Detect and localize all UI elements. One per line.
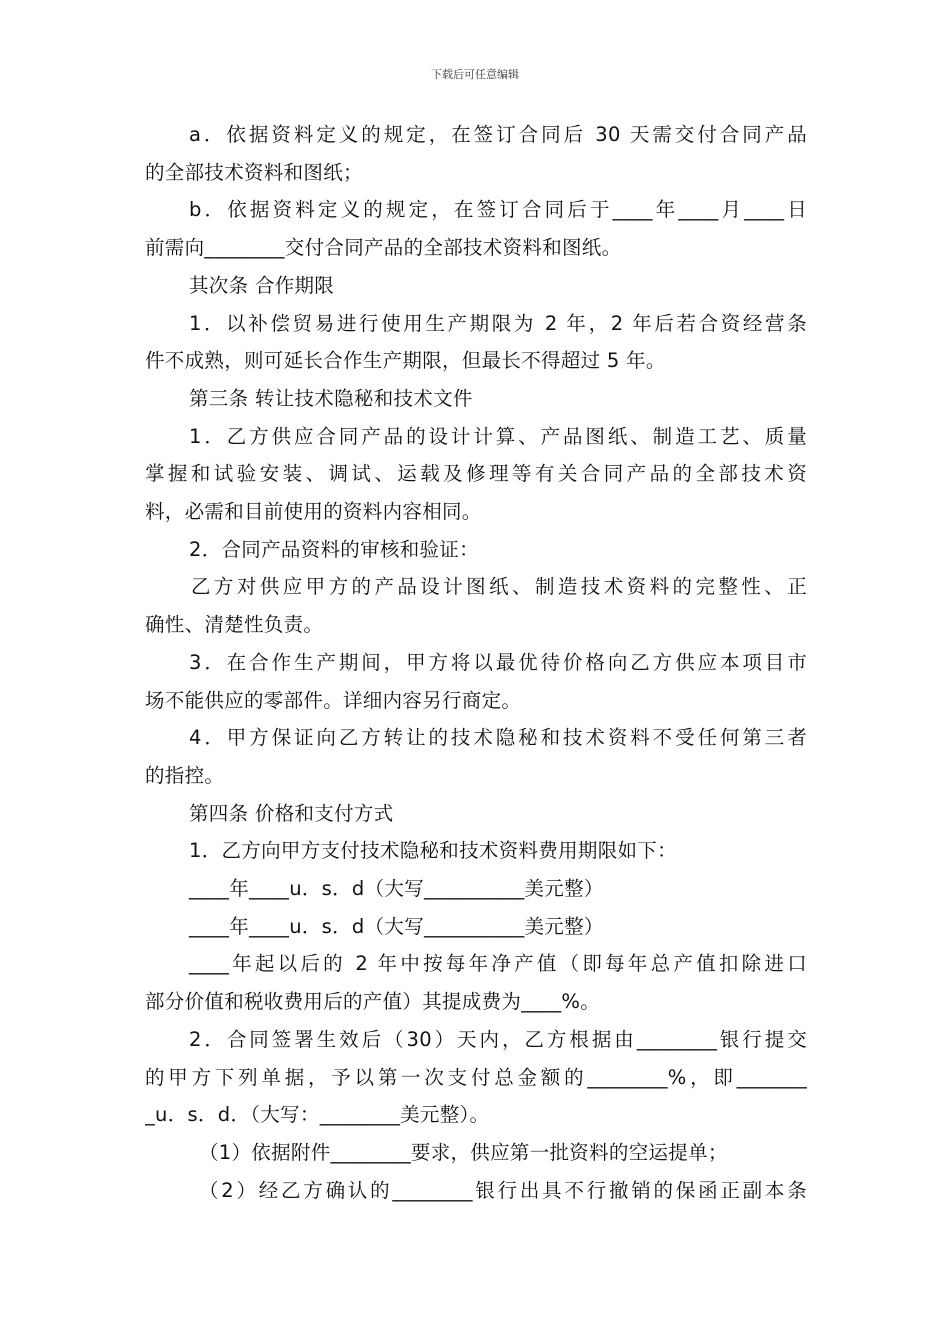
paragraph-line: 1．乙方供应合同产品的设计计算、产品图纸、制造工艺、质量 bbox=[189, 424, 807, 448]
section-heading: 其次条 合作期限 bbox=[189, 273, 335, 297]
page-header: 下载后可任意编辑 bbox=[431, 68, 519, 81]
paragraph-line: 部分价值和税收费用后的产值）其提成费为____%。 bbox=[145, 990, 601, 1014]
paragraph-line: 1．乙方向甲方支付技术隐秘和技术资料费用期限如下： bbox=[189, 839, 677, 863]
paragraph-line: 4．甲方保证向乙方转让的技术隐秘和技术资料不受任何第三者 bbox=[189, 726, 807, 750]
paragraph-line: ____年____u．s．d（大写__________美元整） bbox=[189, 914, 604, 938]
paragraph-line: 1．以补偿贸易进行使用生产期限为 2 年，2 年后若合资经营条 bbox=[189, 311, 807, 335]
paragraph-line: ____年起以后的 2 年中按每年净产值（即每年总产值扣除进口 bbox=[189, 952, 807, 976]
paragraph-line: 料，必需和目前使用的资料内容相同。 bbox=[145, 500, 482, 524]
section-heading: 第三条 转让技术隐秘和技术文件 bbox=[189, 386, 473, 410]
paragraph-line: 的指控。 bbox=[145, 763, 225, 787]
paragraph-line: 的甲方下列单据，予以第一次支付总金额的________%，即_______ bbox=[145, 1065, 807, 1089]
paragraph-line: 的全部技术资料和图纸； bbox=[145, 160, 363, 184]
paragraph-line: 确性、清楚性负责。 bbox=[145, 613, 324, 637]
paragraph-line: （1）依据附件________要求，供应第一批资料的空运提单； bbox=[199, 1140, 728, 1164]
paragraph-line: 2．合同产品资料的审核和验证： bbox=[189, 537, 479, 561]
paragraph-line: _u．s．d．（大写：________美元整）。 bbox=[145, 1103, 490, 1127]
document-body bbox=[145, 116, 807, 1209]
paragraph-line: （2）经乙方确认的________银行出具不行撤销的保函正副本条 bbox=[199, 1178, 807, 1202]
paragraph-line: 2．合同签署生效后（30）天内，乙方根据由________银行提交 bbox=[189, 1027, 807, 1051]
paragraph-line: 乙方对供应甲方的产品设计图纸、制造技术资料的完整性、正 bbox=[191, 575, 807, 599]
paragraph-line: 前需向________交付合同产品的全部技术资料和图纸。 bbox=[145, 236, 622, 260]
paragraph-line: b．依据资料定义的规定，在签订合同后于____年____月____日 bbox=[189, 198, 807, 222]
paragraph-line: 场不能供应的零部件。详细内容另行商定。 bbox=[145, 688, 522, 712]
section-heading: 第四条 价格和支付方式 bbox=[189, 801, 394, 825]
paragraph-line: 件不成熟，则可延长合作生产期限，但最长不得超过 5 年。 bbox=[145, 349, 666, 373]
paragraph-line: 3．在合作生产期间，甲方将以最优待价格向乙方供应本项目市 bbox=[189, 650, 807, 674]
paragraph-line: ____年____u．s．d（大写__________美元整） bbox=[189, 877, 604, 901]
paragraph-line: 掌握和试验安装、调试、运载及修理等有关合同产品的全部技术资 bbox=[145, 462, 807, 486]
paragraph-line: a．依据资料定义的规定，在签订合同后 30 天需交付合同产品 bbox=[189, 123, 807, 146]
